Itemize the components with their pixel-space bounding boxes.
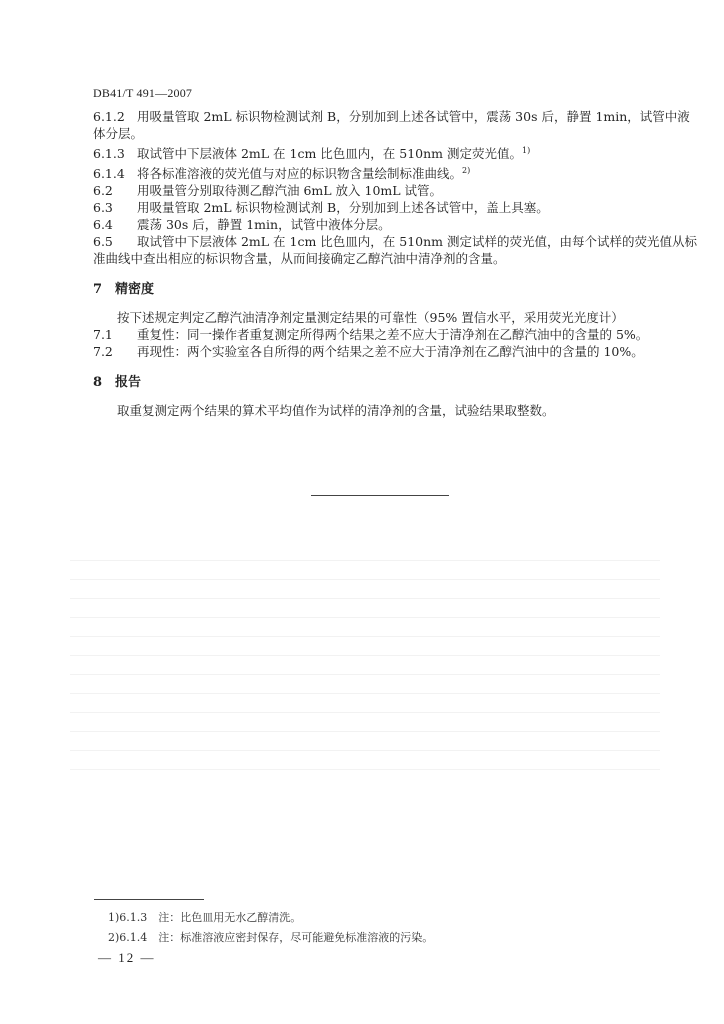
footnote-1: 1)6.1.3 注：比色皿用无水乙醇清洗。 xyxy=(108,911,302,924)
clause-6-1-2 xyxy=(93,108,690,125)
footnote-ref: 2) xyxy=(462,166,471,176)
clause-number: 6.1.4 xyxy=(93,166,125,182)
clause-6-3 xyxy=(93,199,663,216)
clause-7-2 xyxy=(93,343,663,360)
end-rule xyxy=(311,495,449,496)
section-8-text: 取重复测定两个结果的算术平均值作为试样的清净剂的含量，试验结果取整数。 xyxy=(117,403,555,419)
clause-number: 6.1.2 xyxy=(93,109,125,124)
clause-number: 6.5 xyxy=(93,234,113,250)
footnote-2: 2)6.1.4 注：标准溶液应密封保存，尽可能避免标准溶液的污染。 xyxy=(108,931,434,944)
clause-6-4 xyxy=(93,216,663,233)
clause-6-1-3 xyxy=(93,142,663,162)
footnote-ref: 1) xyxy=(522,146,531,155)
clause-text: 震荡 30s 后，静置 1min，试管中液体分层。 xyxy=(136,217,391,233)
section-7-title: 7 精密度 xyxy=(93,282,155,298)
clause-text: 再现性：两个实验室各自所得的两个结果之差不应大于清净剂在乙醇汽油中的含量的 10%。 xyxy=(136,344,644,360)
clause-6-1-2-cont: 体分层。 xyxy=(93,126,144,141)
clause-number: 6.2 xyxy=(93,183,113,199)
bleed-through-marks xyxy=(70,560,660,840)
footnote-rule xyxy=(94,899,204,900)
clause-6-2 xyxy=(93,182,663,199)
clause-number: 6.3 xyxy=(93,200,113,216)
footnotes xyxy=(108,908,433,948)
clause-6-5 xyxy=(93,233,698,250)
clause-text: 用吸量管取 2mL 标识物检测试剂 B，分别加到上述各试管中，震荡 30s 后，静置 1min，试管中液 xyxy=(136,109,690,124)
clause-6-1-4 xyxy=(93,162,663,182)
clause-number: 7.1 xyxy=(93,327,113,343)
clause-number: 7.2 xyxy=(93,344,113,360)
clause-number: 6.4 xyxy=(93,217,113,233)
clause-text: 取试管中下层液体 2mL 在 1cm 比色皿内，在 510nm 测定试样的荧光值，由每个试样的荧光值从标 xyxy=(136,234,698,250)
clause-text: 重复性：同一操作者重复测定所得两个结果之差不应大于清净剂在乙醇汽油中的含量的 5%。 xyxy=(136,327,649,343)
section-7-intro: 按下述规定判定乙醇汽油清净剂定量测定结果的可靠性（95% 置信水平，采用荧光光度计） xyxy=(117,310,624,326)
section-8-title: 8 报告 xyxy=(93,375,142,391)
clause-7-1 xyxy=(93,326,663,343)
clause-6-5-cont: 准曲线中查出相应的标识物含量，从而间接确定乙醇汽油中清净剂的含量。 xyxy=(93,251,506,267)
clause-text: 用吸量管分别取待测乙醇汽油 6mL 放入 10mL 试管。 xyxy=(136,183,443,199)
page-number: — 12 — xyxy=(98,950,156,965)
clause-number: 6.1.3 xyxy=(93,146,125,162)
doc-number: DB41/T 491—2007 xyxy=(93,86,193,100)
clause-text: 用吸量管取 2mL 标识物检测试剂 B，分别加到上述各试管中，盖上具塞。 xyxy=(136,200,549,216)
clause-text: 取试管中下层液体 2mL 在 1cm 比色皿内，在 510nm 测定荧光值。 xyxy=(136,146,523,162)
clause-text: 将各标准溶液的荧光值与对应的标识物含量绘制标准曲线。 xyxy=(136,166,462,182)
body-text xyxy=(93,108,698,419)
